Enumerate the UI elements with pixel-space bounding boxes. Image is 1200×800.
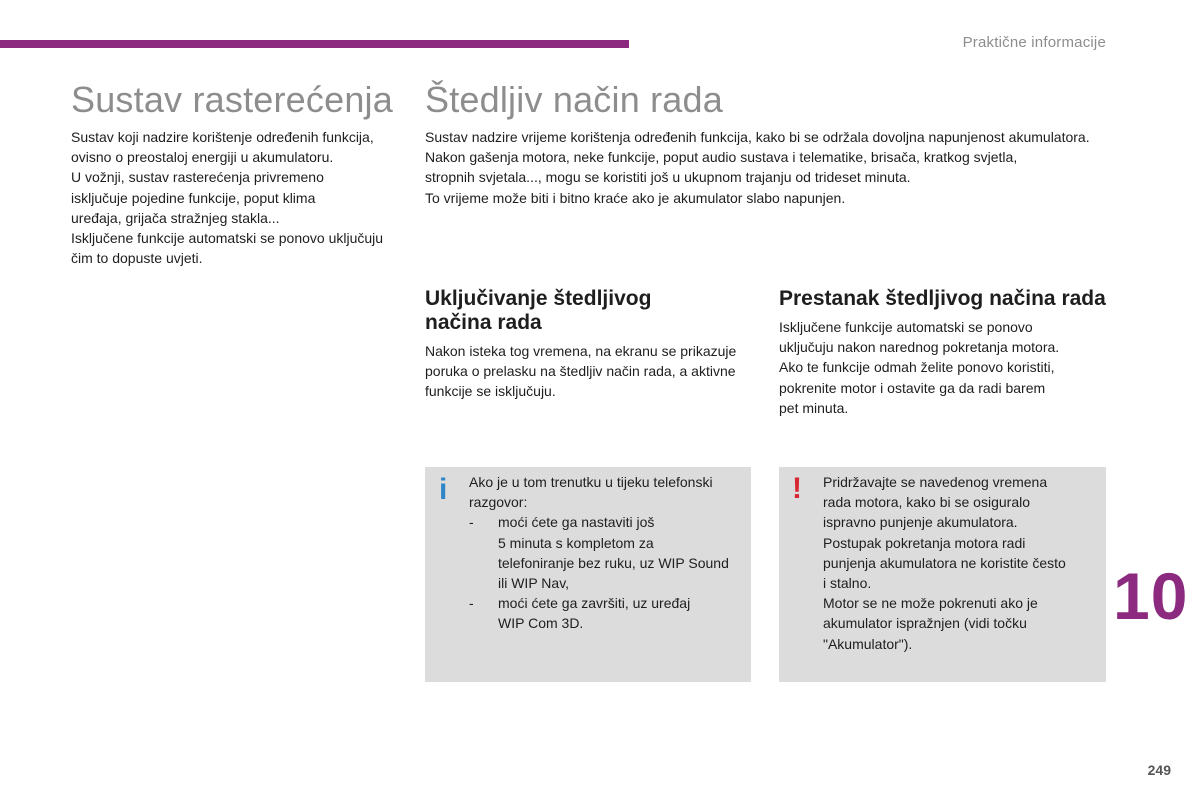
page-number: 249: [1147, 762, 1171, 778]
text-line: Sustav koji nadzire korištenje određenih funkcija,: [71, 129, 374, 145]
header-accent-bar: [0, 40, 629, 48]
text-line: moći ćete ga završiti, uz uređaj: [498, 595, 691, 612]
text-line: pet minuta.: [779, 399, 849, 416]
text-line: ovisno o preostaloj energiji u akumulatoru.: [71, 149, 334, 166]
load-shedding-text: [71, 127, 383, 268]
text-line: ispravno punjenje akumulatora.: [823, 514, 1018, 531]
text-line: uređaja, grijača stražnjeg stakla...: [71, 209, 280, 226]
title-load-shedding: Sustav rasterećenja: [71, 79, 393, 120]
text-line: telefoniranje bez ruku, uz WIP Sound: [498, 554, 729, 571]
warning-icon: !: [792, 472, 802, 505]
title-exit: Prestanak štedljivog načina rada: [779, 287, 1106, 310]
title-economy-mode: Štedljiv način rada: [425, 79, 723, 120]
section-header: Praktične informacije: [962, 34, 1106, 51]
text-line: U vožnji, sustav rasterećenja privremeno: [71, 169, 324, 186]
text-line: razgovor:: [469, 494, 528, 511]
info-icon: i: [439, 473, 448, 506]
text-line: Isključene funkcije automatski se ponovo: [779, 319, 1033, 335]
text-line: rada motora, kako bi se osiguralo: [823, 494, 1030, 511]
text-line: Pridržavajte se navedenog vremena: [823, 474, 1048, 490]
economy-mode-text: [425, 127, 1090, 208]
text-line: Nakon gašenja motora, neke funkcije, poput audio sustava i telematike, brisača, kratkog svjetla,: [425, 149, 1018, 166]
info-box-text: [469, 472, 729, 634]
warning-box-text: [823, 472, 1066, 654]
text-line: poruka o prelasku na štedljiv način rada, a aktivne: [425, 363, 736, 380]
text-line: Postupak pokretanja motora radi: [823, 534, 1026, 551]
text-line: ili WIP Nav,: [498, 575, 570, 592]
text-line: uključuju nakon narednog pokretanja motora.: [779, 339, 1060, 356]
text-line: pokrenite motor i ostavite ga da radi barem: [779, 379, 1046, 396]
title-line: Uključivanje štedljivog: [425, 287, 652, 310]
text-line: WIP Com 3D.: [498, 615, 584, 632]
activation-text: [425, 341, 736, 402]
text-line: funkcije se isključuju.: [425, 383, 556, 400]
text-line: Isključene funkcije automatski se ponovo uključuju: [71, 230, 384, 247]
info-box: [425, 467, 751, 682]
text-line: stropnih svjetala..., mogu se koristiti još u ukupnom trajanju od trideset minuta.: [425, 169, 911, 186]
list-item: [469, 512, 729, 593]
text-line: moći ćete ga nastaviti još: [498, 514, 655, 531]
text-line: punjenja akumulatora ne koristite često: [823, 554, 1066, 571]
title-activation: [425, 287, 651, 335]
text-line: Ako je u tom trenutku u tijeku telefonski: [469, 474, 713, 490]
text-line: 5 minuta s kompletom za: [498, 534, 654, 551]
text-line: čim to dopuste uvjeti.: [71, 250, 203, 267]
bullet-dash: -: [469, 514, 474, 531]
text-line: Sustav nadzire vrijeme korištenja određenih funkcija, kako bi se održala dovoljna napunjenost akumulatora.: [425, 129, 1090, 145]
title-line: načina rada: [425, 311, 542, 334]
warning-box: [779, 467, 1106, 682]
text-line: "Akumulator").: [823, 635, 913, 652]
text-line: Ako te funkcije odmah želite ponovo koristiti,: [779, 359, 1055, 376]
text-line: akumulator ispražnjen (vidi točku: [823, 615, 1027, 632]
chapter-number: 10: [1113, 559, 1189, 633]
text-line: To vrijeme može biti i bitno kraće ako je akumulator slabo napunjen.: [425, 189, 846, 206]
text-line: isključuje pojedine funkcije, poput klima: [71, 189, 316, 206]
bullet-dash: -: [469, 595, 474, 612]
exit-text: [779, 317, 1059, 418]
list-item: [469, 593, 729, 633]
text-line: i stalno.: [823, 575, 872, 592]
text-line: Nakon isteka tog vremena, na ekranu se prikazuje: [425, 343, 737, 359]
text-line: Motor se ne može pokrenuti ako je: [823, 595, 1038, 612]
